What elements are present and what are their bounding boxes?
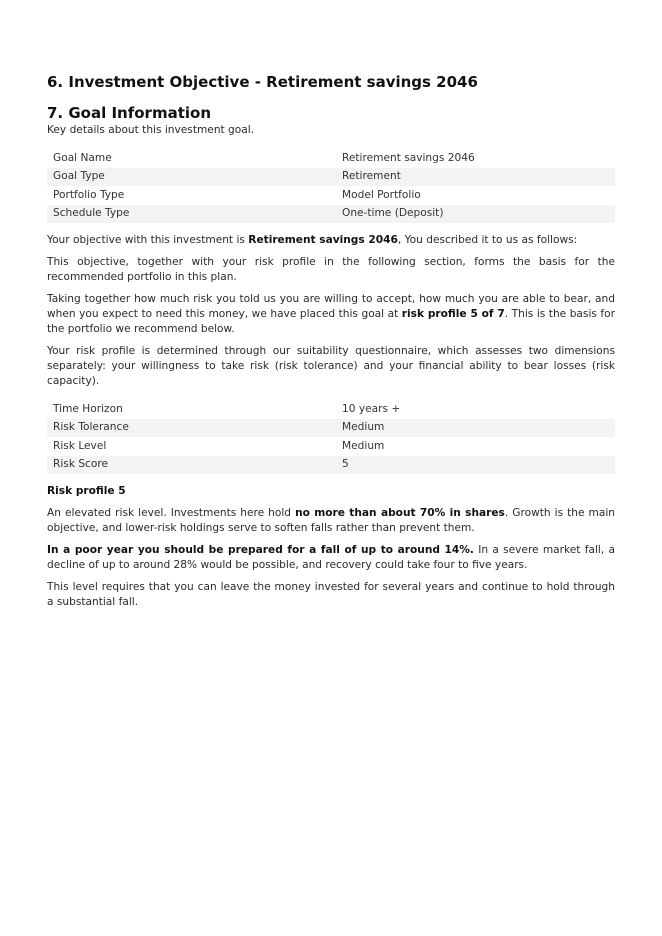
risk-placement-post: . This is the basis for the portfolio we recommend below.: [47, 308, 615, 335]
goal-information-intro: Key details about this investment goal.: [47, 124, 255, 136]
investment-objective-heading: 6. Investment Objective - Retirement savings 2046: [47, 73, 478, 91]
goal-name-value: Retirement savings 2046: [342, 151, 475, 164]
risk-placement-profile: risk profile 5 of 7: [401, 308, 505, 320]
table-row: [47, 456, 615, 475]
portfolio-type-value: Model Portfolio: [342, 188, 421, 201]
risk-profile-p1-pre: An elevated risk level. Investments here hold: [47, 507, 296, 519]
risk-profile-p1-post: . Growth is the main objective, and lower-risk holdings serve to soften falls rather than prevent them.: [47, 507, 615, 534]
goal-type-value: Retirement: [336, 168, 615, 187]
risk-profile-p1-bold: no more than about 70% in shares: [295, 507, 505, 519]
schedule-type-value: One-time (Deposit): [336, 205, 615, 224]
goal-type-label: Goal Type: [47, 168, 336, 187]
risk-tolerance-label: Risk Tolerance: [47, 419, 336, 438]
goal-details-table: [47, 149, 615, 223]
risk-placement-paragraph: [47, 292, 615, 337]
basis-paragraph: This objective, together with your risk profile in the following section, forms the basis for the recommended portfolio in this plan.: [47, 256, 615, 283]
time-horizon-value: 10 years +: [342, 402, 401, 415]
risk-profile-heading: Risk profile 5: [47, 485, 126, 497]
objective-text-pre: Your objective with this investment is: [47, 234, 249, 246]
risk-placement-pre: Taking together how much risk you told us you are willing to accept, how much you are able to bear, and when you expect to need this money, we have placed this goal at: [47, 293, 615, 320]
risk-tolerance-value: Medium: [336, 419, 615, 438]
objective-goal-name: Retirement savings 2046: [248, 234, 398, 246]
table-row: [47, 205, 615, 224]
portfolio-type-label: Portfolio Type: [53, 188, 125, 201]
risk-level-value: Medium: [342, 439, 385, 452]
risk-profile-paragraph-2: [47, 543, 615, 573]
risk-profile-p2-bold: In a poor year you should be prepared for a fall of up to around 14%.: [47, 544, 474, 556]
risk-score-label: Risk Score: [47, 456, 336, 475]
risk-details-table: [47, 400, 615, 474]
goal-name-label: Goal Name: [53, 151, 112, 164]
time-horizon-label: Time Horizon: [53, 402, 123, 415]
risk-level-label: Risk Level: [53, 439, 107, 452]
risk-profile-paragraph-1: [47, 506, 615, 536]
table-row: [47, 419, 615, 438]
table-row: [47, 168, 615, 187]
risk-score-value: 5: [336, 456, 615, 475]
table-row: [47, 149, 615, 168]
objective-text-post: , You described it to us as follows:: [397, 234, 578, 246]
questionnaire-paragraph: Your risk profile is determined through our suitability questionnaire, which assesses two dimensions separately: your willingness to take risk (risk tolerance) and your financial ability to bear losses (risk capacity).: [47, 345, 615, 387]
goal-information-heading: 7. Goal Information: [47, 104, 211, 122]
table-row: [47, 437, 615, 456]
objective-paragraph: [47, 233, 615, 248]
table-row: [47, 186, 615, 205]
table-row: [47, 400, 615, 419]
schedule-type-label: Schedule Type: [47, 205, 336, 224]
risk-profile-paragraph-3: This level requires that you can leave the money invested for several years and continue to hold through a substantial fall.: [47, 581, 615, 608]
risk-profile-p2-post: In a severe market fall, a decline of up to around 28% would be possible, and recovery could take four to five years.: [47, 544, 615, 571]
